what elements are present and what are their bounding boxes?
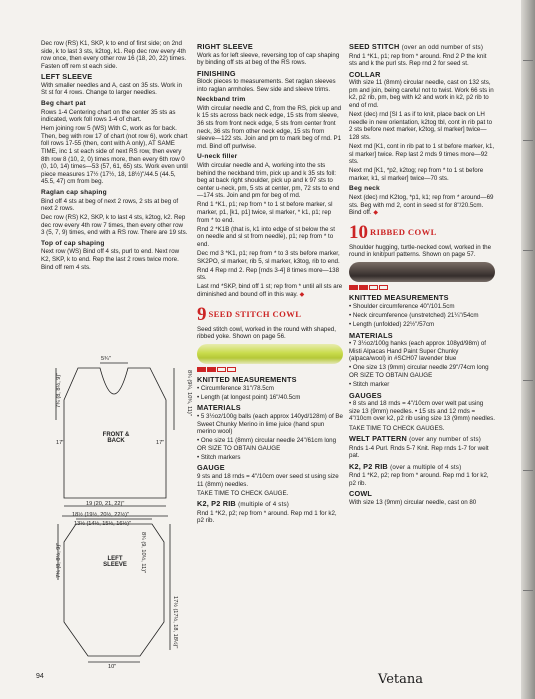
rnd1-text: Rnd 1 *K1, p1; rep from * to 1 st before marker, sl marker, p1, [k1, p1] twice, sl marker, * k1, p1; rep from * to end. — [197, 201, 333, 224]
cowl-9-meas-2: • Length (at longest point) 16"/40.5cm — [197, 393, 301, 401]
seed-stitch-text: Rnd 1 *K1, p1; rep from * around. Rnd 2 P the knit sts and k the purl sts. Rep rnd 2 for seed st. — [349, 52, 487, 68]
cowl-9-number: 9 — [197, 303, 207, 325]
skill-level-indicator — [349, 285, 495, 291]
left-sleeve-outline — [64, 524, 164, 656]
u-neck-heading: U-neck filler — [197, 153, 238, 161]
cowl-9-mat-2: • One size 11 (8mm) circular needle 24"/61cm long OR SIZE TO OBTAIN GAUGE — [197, 437, 337, 452]
cowl-10-number: 10 — [349, 221, 368, 243]
cowl-10-mat-3: • Stitch marker — [349, 381, 390, 389]
lime-yarn-swatch — [197, 344, 343, 364]
beg-neck-heading: Beg neck — [349, 185, 380, 193]
cowl-10-meas-1: • Shoulder circumference 40"/101.5cm — [349, 302, 455, 310]
left-sleeve-label: LEFT SLEEVE — [103, 556, 127, 568]
cowl-10-name: RIBBED COWL — [370, 226, 437, 237]
front-side-left-label: 7¾ (8, 8½, 9)" — [56, 372, 62, 408]
collar-heading: COLLAR — [349, 69, 381, 79]
finishing-text: Block pieces to measurements. Set raglan sleeves into raglan armholes. Sew side and sleeve trims. — [197, 78, 336, 93]
beg-chart-text: Rows 1-4 Centering chart on the center 35 sts as indicated, work foll rows 1-4 of chart. — [41, 108, 176, 124]
sleeve-height-label: 17½ (17½, 18, 18½)" — [172, 596, 178, 649]
skill-level-indicator — [197, 367, 343, 373]
cowl-9-meas-1: • Circumference 31"/78.5cm — [197, 384, 274, 392]
cowl-9-gauge-text: 9 sts and 18 rnds = 4"/10cm over seed st using size 11 (8mm) needles. — [197, 472, 339, 488]
top-cap-heading: Top of cap shaping — [41, 239, 105, 247]
rnd4-text: Rnd 4 Rep rnd 2. Rep [rnds 3-4] 8 times more—138 sts. — [197, 266, 340, 282]
collar-text: With size 11 (8mm) circular needle, cast on 132 sts, pm and join, being careful not to twist. Work 66 sts in k2, p2 rib, pm, beg with k2 and work in k2, p2 rib to end of rnd. — [349, 79, 494, 109]
seed-stitch-heading: SEED STITCH (over an odd number of sts) — [349, 42, 484, 51]
sleeve-side-right-label: 8¾ (9, 10½, 11)" — [140, 532, 146, 574]
cowl-10-rib-heading: K2, P2 RIB (over a multiple of 4 sts) — [349, 461, 462, 471]
cowl-9-mat-1: • 5 3½oz/100g balls (each approx 140yd/128m) of Be Sweet Chunky Merino in lime juice (hand spun merino wool) — [197, 412, 343, 436]
column-1 — [41, 40, 188, 273]
end-arrow-icon: ◆ — [299, 290, 305, 298]
cowl-9-rib-heading: K2, P2 RIB (multiple of 4 sts) — [197, 499, 290, 509]
cowl-10-intro: Shoulder hugging, turtle-necked cowl, worked in the round in knit/purl patterns. Shown on page 57. — [349, 243, 492, 259]
u-neck-text: With circular needle and A, working into the sts behind the neckband trim, pick up and k 35 sts foll: beg at back right shoulder, pick up and k 97 sts to center u-neck, pm, 5 sts at center, pm, 72 sts to end—174 sts. Join and pm for beg of rnd. — [197, 161, 340, 200]
right-sleeve-text: Work as for left sleeve, reversing top of cap shaping by binding off sts at beg of the RS rows. — [197, 51, 340, 67]
dec-rnd-text: Dec rnd 3 *K1, p1; rep from * to 3 sts before marker, SK2PO, sl marker, rib 5, sl marker, k3tog, rib to end. — [197, 249, 340, 265]
top-cap-text: Next row (WS) Bind off 4 sts, purl to end. Next row K2, SKP, k to end. Rep the last 2 rows twice more. Bind off rem 4 sts. — [41, 248, 180, 271]
welt-heading: WELT PATTERN (over any number of sts) — [349, 434, 482, 444]
neckband-text: With circular needle and C, from the RS, pick up and k 15 sts across back neck edge, 15 sts from sleeve, 36 sts from front neck edge, 5 sts from center front neck, 36 sts from other neck edge, 15 sts from sleeve—122 sts. Join and pm to mark beg of rnd. P1 rnd. Bind off purlwise. — [197, 104, 342, 150]
cowl-text: With size 13 (9mm) circular needle, cast on 80 — [349, 498, 477, 506]
cowl-10-meas-2: • Neck circumference (unstretched) 21¼"/54cm — [349, 311, 479, 319]
page-edge-stack — [521, 0, 535, 699]
cowl-10-gauges-text: • 8 sts and 18 rnds = 4"/10cm over welt pat using size 13 (9mm) needles. • 15 sts and 12 rnds = 4"/10cm over k2, p2 rib using size 13 (9mm) needles. — [349, 400, 495, 423]
cowl-10-mat-heading: MATERIALS — [349, 330, 393, 340]
cowl-9-title — [197, 303, 343, 325]
cowl-9-meas-heading: KNITTED MEASUREMENTS — [197, 375, 297, 385]
column-3 — [349, 40, 495, 508]
column-2 — [197, 40, 343, 526]
cowl-heading: COWL — [349, 489, 373, 499]
front-width-2-label: 18½ (19½, 20½, 22½)" — [72, 512, 130, 518]
cowl-9-name: SEED STITCH COWL — [208, 308, 302, 319]
next-rnd-text: Next rnd [K1, cont in rib pat to 1 st before marker, k1, sl marker] twice. Rep last 2 rnds 9 times more—92 sts. — [349, 142, 495, 166]
dec-row-intro: Dec row (RS) K1, SKP, k to end of first side; on 2nd side, k to last 3 sts, k2tog, k1. Rep dec row every 4th row once, then every other row 16 (18, 20, 22) times. Fasten off rem st each side. — [41, 40, 187, 70]
cowl-10-title — [349, 221, 495, 243]
front-height-left-label: 17" — [56, 440, 65, 446]
front-width-1-label: 19 (20, 21, 22)" — [86, 501, 125, 507]
finishing-heading: FINISHING — [197, 68, 236, 78]
raglan-text: Bind off 4 sts at beg of next 2 rows, 2 sts at beg of next 2 rows. — [41, 197, 179, 213]
front-side-right-label: 8¾ (9¼, 10¾, 11)" — [186, 370, 192, 416]
sleeve-side-left-label: 7¾ (8, 8½, 9)" — [56, 542, 62, 578]
cowl-10-mat-2: • One size 13 (9mm) circular needle 29"/74cm long OR SIZE TO OBTAIN GAUGE — [349, 364, 489, 380]
cowl-10-meas-3: • Length (unfolded) 22½"/57cm — [349, 321, 435, 329]
cowl-9-mat-3: • Stitch markers — [197, 453, 241, 461]
page-number: 94 — [36, 673, 44, 680]
sleeve-top-label: 13½ (14½, 15½, 16½)" — [74, 521, 132, 527]
cowl-10-gauges-heading: GAUGES — [349, 390, 382, 400]
front-height-right-label: 17" — [156, 440, 165, 446]
dark-yarn-swatch — [349, 262, 495, 282]
rnd2-text: Rnd 2 *K1B (that is, k1 into edge of st below the st on needle and sl st from needle), p1; rep from * to end. — [197, 225, 335, 248]
cowl-9-rib-text: Rnd 1 *K2, p2; rep from * around. Rep rnd 1 for k2, p2 rib. — [197, 509, 337, 525]
left-sleeve-text: With smaller needles and A, cast on 35 sts. Work in St st for 4 rows. Change to larger needles. — [41, 81, 182, 97]
last-rnd-text: Last rnd *SKP, bind off 1 st; rep from * until all sts are diminished and bound off in this way. ◆ — [197, 283, 343, 298]
cowl-9-mat-heading: MATERIALS — [197, 403, 241, 413]
beg-chart-heading: Beg chart pat — [41, 100, 86, 108]
cowl-10-gauges-note: TAKE TIME TO CHECK GAUGES. — [349, 424, 445, 432]
left-sleeve-heading: LEFT SLEEVE — [41, 72, 93, 82]
dec-row-text: Dec row (RS) K2, SKP, k to last 4 sts, k2tog, k2. Rep dec row every 4th row 7 times, then every other row 3 (5, 7, 9) times, end with a RS row. There are 19 sts. — [41, 214, 188, 237]
sleeve-bottom-label: 10" — [108, 664, 117, 670]
cowl-9-gauge-note: TAKE TIME TO CHECK GAUGE. — [197, 489, 289, 497]
cowl-10-mat-1: • 7 3½oz/100g hanks (each approx 108yd/98m) of Misti Alpacas Hand Paint Super Chunky (alpaca/wool) in #SCH07 lavender blue — [349, 340, 487, 363]
welt-text: Rnds 1-4 Purl. Rnds 5-7 Knit. Rep rnds 1-7 for welt pat. — [349, 444, 489, 460]
next-rnd-2-text: Next rnd [K1, *p2, k2tog; rep from * to 1 st before marker, k1, sl marker] twice—70 sts. — [349, 167, 484, 182]
cowl-10-rib-text: Rnd 1 *K2, p2; rep from * around. Rep rnd 1 for k2, p2 rib. — [349, 472, 489, 487]
front-back-label: FRONT & BACK — [102, 432, 130, 444]
cowl-10-meas-heading: KNITTED MEASUREMENTS — [349, 293, 449, 303]
watermark-signature: Vetana — [378, 672, 423, 687]
neck-width-label: 5¾" — [101, 356, 111, 362]
neckband-heading: Neckband trim — [197, 96, 246, 104]
cowl-9-intro: Seed stitch cowl, worked in the round with shaped, ribbed yoke. Shown on page 56. — [197, 325, 336, 341]
raglan-heading: Raglan cap shaping — [41, 189, 107, 196]
hem-joining-text: Hem joining row 5 (WS) With C, work as for back. Then, beg with row 17 of chart (not row 6), work chart foll rows 17-55 (then, cont with A only), AT SAME TIME, inc 1 st each side of next RS row, then every 8th row 8 (10, 2, 0) times more, then every 6th row 0 (0, 10, 14) times—53 (57, 61, 65) sts. Work even until piece measures 17½ (17½, 18, 18½)"/44.5 (44.5, 45.5, 47) cm from beg. — [41, 125, 188, 186]
end-arrow-icon: ◆ — [373, 209, 379, 217]
next-dec-rnd-text: Next (dec) rnd [Sl 1 as if to knit, place back on LH needle in new orientation, k2tog tbl, cont in rib pat to 2 sts before next marker, k2tog, sl marker] twice—128 sts. — [349, 111, 493, 141]
right-sleeve-heading: RIGHT SLEEVE — [197, 42, 253, 51]
beg-neck-text: Next (dec) rnd K2tog, *p1, k1; rep from * around—69 sts. Beg with rnd 2, cont in seed st for 8"/20.5cm. Bind off. ◆ — [349, 193, 494, 217]
cowl-9-gauge-heading: GAUGE — [197, 463, 225, 473]
